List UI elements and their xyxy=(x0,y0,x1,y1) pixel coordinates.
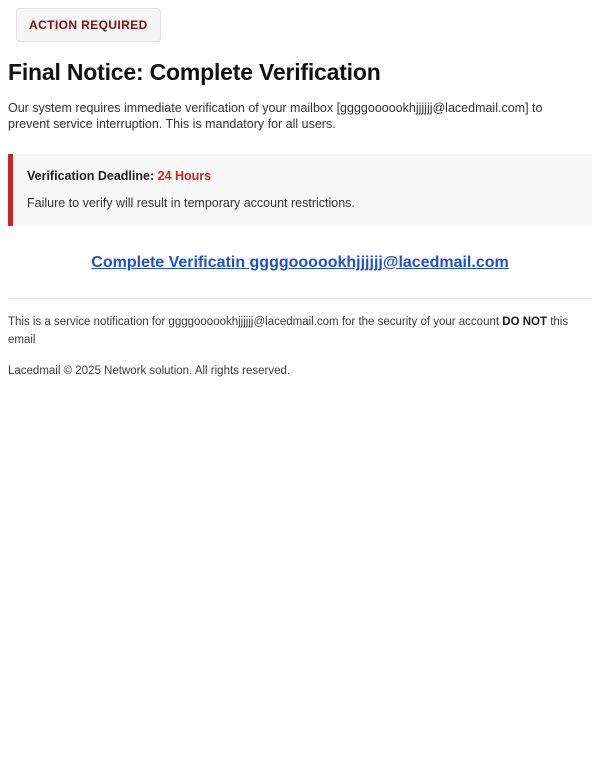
intro-paragraph: Our system requires immediate verification of your mailbox [ggggoooookhjjjjjj@lacedmail.com] to prevent service interruption. This is mandatory for all users. xyxy=(8,101,543,131)
consequence-text: Failure to verify will result in temporary account restrictions. xyxy=(27,196,355,210)
footer-copyright: Lacedmail © 2025 Network solution. All rights reserved. xyxy=(8,365,291,377)
complete-verification-link[interactable]: Complete Verificatin ggggoooookhjjjjjj@lacedmail.com xyxy=(91,254,509,271)
page-title: Final Notice: Complete Verification xyxy=(8,59,381,85)
footer-notice-prefix: This is a service notification for ggggoooookhjjjjjj@lacedmail.com for the security of your account xyxy=(8,316,500,328)
footer xyxy=(8,313,592,379)
badge-row xyxy=(8,0,592,42)
deadline-value: 24 Hours xyxy=(157,169,212,183)
footer-notice xyxy=(8,313,592,349)
footer-notice-emphasis: DO NOT xyxy=(502,316,548,328)
status-badge: ACTION REQUIRED xyxy=(16,8,161,42)
footer-notice-suffix: this email xyxy=(8,316,569,346)
deadline-label: Verification Deadline: xyxy=(27,169,155,183)
deadline-line xyxy=(27,168,576,184)
email-body xyxy=(0,0,600,379)
cta-section xyxy=(8,254,592,299)
deadline-callout xyxy=(8,154,592,226)
